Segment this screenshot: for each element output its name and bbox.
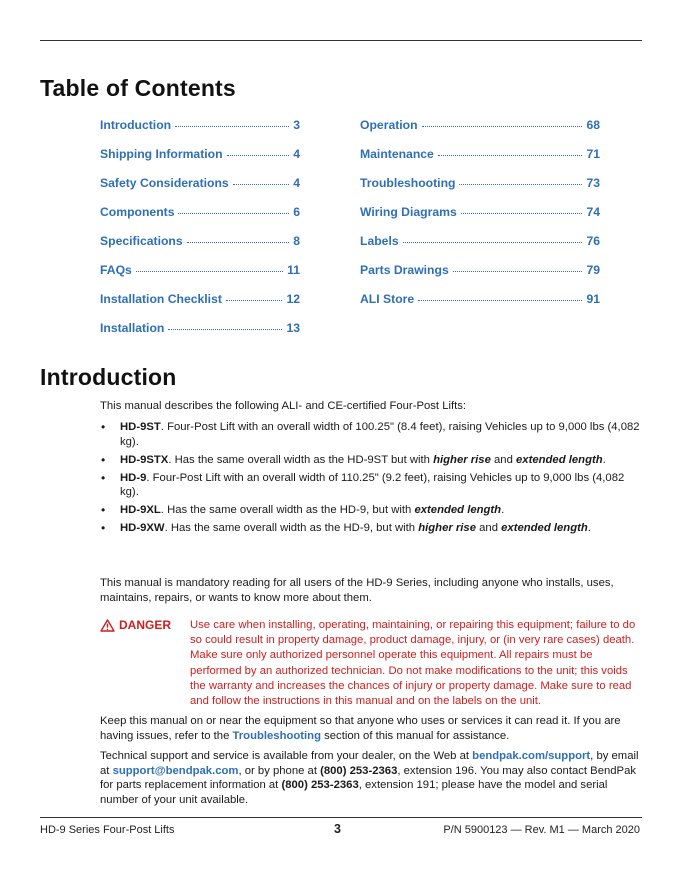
support-email-link[interactable]: support@bendpak.com — [112, 764, 239, 777]
item-text: . Four-Post Lift with an overall width of 100.25" (8.4 feet), raising Vehicles up to 9,000 lbs (4,082 kg). — [120, 421, 640, 448]
model-name: HD-9 — [120, 471, 147, 484]
toc-entry-page: 6 — [293, 205, 300, 219]
paragraph-text: , or by phone at — [238, 764, 321, 777]
toc-leader — [178, 213, 289, 214]
keep-manual-paragraph — [100, 714, 640, 743]
toc-entry-title: ALI Store — [360, 292, 415, 306]
toc-entry-specifications[interactable] — [100, 234, 300, 263]
footer-rule — [40, 817, 642, 818]
toc-entry-ali-store[interactable] — [360, 292, 600, 321]
toc-leader — [453, 271, 583, 272]
toc-entry-title: Safety Considerations — [100, 176, 229, 190]
toc-entry-page: 11 — [287, 263, 300, 277]
toc-entry-page: 76 — [586, 234, 600, 248]
item-text: . Has the same overall width as the HD-9, but with — [160, 504, 415, 516]
paragraph-text: , extension 196. You may also contact BendPak for parts replacement information at — [100, 764, 637, 791]
toc-leader — [418, 300, 582, 301]
item-text: . Four-Post Lift with an overall width of 110.25" (9.2 feet), raising Vehicles up to 9,000 lbs (4,082 kg). — [120, 471, 625, 498]
paragraph-text: , extension 191; please have the model and serial number of your unit available. — [100, 779, 608, 806]
toc-leader — [459, 184, 582, 185]
list-item — [100, 453, 640, 468]
toc-entry-introduction[interactable] — [100, 118, 300, 147]
paragraph-text: , by email at — [100, 750, 639, 777]
toc-leader — [422, 126, 583, 127]
toc-entry-title: Components — [100, 205, 175, 219]
footer-document-title: HD-9 Series Four-Post Lifts — [40, 824, 175, 836]
toc-leader — [227, 155, 290, 156]
toc-entry-page: 91 — [586, 292, 600, 306]
item-emphasis: extended length — [414, 504, 502, 516]
support-paragraph — [100, 749, 640, 807]
item-emphasis: higher rise — [418, 522, 476, 534]
toc-entry-page: 4 — [293, 176, 300, 190]
danger-callout-label — [100, 618, 171, 632]
toc-leader — [136, 271, 283, 272]
toc-leader — [187, 242, 290, 243]
parts-phone: (800) 253-2363 — [281, 779, 359, 791]
header-rule — [40, 40, 642, 41]
toc-entry-components[interactable] — [100, 205, 300, 234]
toc-entry-title: Labels — [360, 234, 399, 248]
model-name: HD-9ST — [120, 421, 161, 433]
toc-entry-page: 4 — [293, 147, 300, 161]
support-web-link[interactable]: bendpak.com/support — [472, 750, 591, 762]
toc-entry-operation[interactable] — [360, 118, 600, 147]
toc-entry-title: Shipping Information — [100, 147, 223, 161]
toc-entry-installation-checklist[interactable] — [100, 292, 300, 321]
toc-leader — [175, 126, 289, 127]
toc-leader — [226, 300, 283, 301]
list-item — [100, 503, 640, 518]
model-name: HD-9XL — [120, 504, 161, 516]
toc-entry-page: 3 — [293, 118, 300, 132]
toc-entry-parts-drawings[interactable] — [360, 263, 600, 292]
list-item — [100, 420, 640, 449]
toc-entry-title: Parts Drawings — [360, 263, 449, 277]
toc-leader — [168, 329, 282, 330]
item-text: . — [587, 522, 591, 534]
item-text: and — [490, 453, 517, 466]
warning-triangle-icon — [100, 619, 115, 632]
item-text: . Has the same overall width as the HD-9, but with — [164, 522, 419, 534]
toc-entry-title: Operation — [360, 118, 418, 132]
toc-entry-title: Wiring Diagrams — [360, 205, 457, 219]
toc-entry-labels[interactable] — [360, 234, 600, 263]
toc-leader — [438, 155, 583, 156]
toc-entry-page: 12 — [286, 292, 300, 306]
toc-entry-troubleshooting[interactable] — [360, 176, 600, 205]
item-emphasis: extended length — [501, 522, 588, 534]
danger-label-text: DANGER — [119, 618, 172, 632]
footer-page-number: 3 — [334, 822, 341, 836]
model-name: HD-9XW — [120, 522, 165, 534]
troubleshooting-link[interactable]: Troubleshooting — [232, 729, 321, 742]
toc-entry-title: FAQs — [100, 263, 132, 277]
toc-entry-title: Installation Checklist — [100, 292, 222, 306]
toc-entry-title: Specifications — [100, 234, 183, 248]
toc-leader — [403, 242, 583, 243]
paragraph-text: Keep this manual on or near the equipment so that anyone who uses or services it can read it. If you are having issues, refer to the — [100, 715, 621, 742]
item-emphasis: extended length — [516, 453, 603, 466]
toc-entry-title: Troubleshooting — [360, 176, 456, 190]
intro-heading: Introduction — [40, 364, 177, 390]
toc-entry-page: 79 — [586, 263, 600, 277]
toc-entry-faqs[interactable] — [100, 263, 300, 292]
mandatory-reading-paragraph: This manual is mandatory reading for all users of the HD-9 Series, including anyone who installs, uses, maintains, repairs, or wants to know more about them. — [100, 577, 614, 604]
toc-left-column — [100, 118, 300, 350]
toc-entry-installation[interactable] — [100, 321, 300, 350]
toc-entry-page: 74 — [586, 205, 600, 219]
list-item — [100, 471, 640, 500]
toc-entry-page: 73 — [586, 176, 600, 190]
danger-callout-text: Use care when installing, operating, maintaining, or repairing this equipment; failure to do so could result in property damage, product damage, injury, or (in very rare cases) death. Make sure only authorized personnel operate this equipment. All repairs must be performed by an authorized technician. Do not make modifications to the unit; this voids the warranty and increases the chances of injury or property damage. Make sure to read and follow the instructions in this manual and on the labels on the unit. — [190, 619, 636, 708]
toc-entry-page: 68 — [586, 118, 600, 132]
toc-heading: Table of Contents — [40, 75, 236, 101]
paragraph-text: Technical support and service is available from your dealer, on the Web at — [100, 750, 473, 762]
intro-lead: This manual describes the following ALI- and CE-certified Four-Post Lifts: — [100, 400, 467, 412]
footer-part-number: P/N 5900123 — Rev. M1 — March 2020 — [443, 824, 640, 836]
list-item — [100, 521, 640, 536]
model-name: HD-9STX — [120, 453, 169, 466]
item-text: . Has the same overall width as the HD-9ST but with — [168, 453, 434, 466]
toc-entry-safety-considerations[interactable] — [100, 176, 300, 205]
item-text: and — [476, 522, 502, 534]
item-emphasis: higher rise — [433, 453, 491, 466]
toc-entry-page: 71 — [586, 147, 600, 161]
toc-leader — [233, 184, 290, 185]
toc-entry-page: 8 — [293, 234, 300, 248]
toc-entry-title: Introduction — [100, 118, 172, 132]
item-text: . — [501, 504, 505, 516]
toc-leader — [461, 213, 583, 214]
toc-entry-shipping-information[interactable] — [100, 147, 300, 176]
toc-entry-title: Installation — [100, 321, 165, 335]
toc-entry-title: Maintenance — [360, 147, 434, 161]
toc-right-column — [360, 118, 600, 321]
paragraph-text: section of this manual for assistance. — [320, 729, 510, 742]
model-list — [100, 420, 640, 539]
support-phone: (800) 253-2363 — [320, 764, 398, 777]
toc-entry-maintenance[interactable] — [360, 147, 600, 176]
toc-entry-page: 13 — [286, 321, 300, 335]
item-text: . — [602, 453, 606, 466]
toc-entry-wiring-diagrams[interactable] — [360, 205, 600, 234]
